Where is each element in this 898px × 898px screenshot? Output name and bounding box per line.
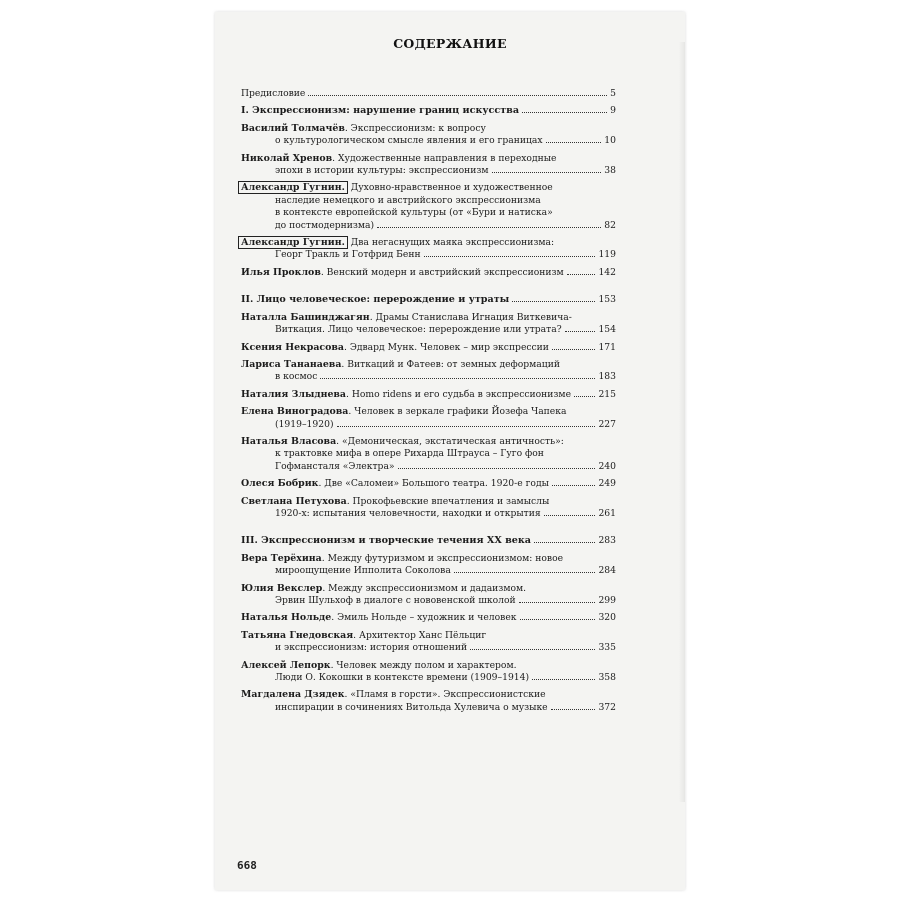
toc-entry <box>241 88 616 100</box>
toc-line <box>241 478 616 490</box>
toc-line <box>241 553 616 565</box>
section-title: II. Лицо человеческое: перерождение и утраты <box>241 294 510 306</box>
toc-line <box>241 312 616 324</box>
toc-entry <box>241 612 616 624</box>
entry-title: Эрвин Шульхоф в диалоге с нововенской школой <box>275 595 516 606</box>
entry-title: . Экспрессионизм: к вопросу <box>344 122 486 134</box>
toc-line <box>241 702 616 714</box>
entry-title: инспирации в сочинениях Витольда Хулевича о музыке <box>275 701 548 713</box>
toc-entry <box>241 496 616 521</box>
toc-line <box>241 371 616 383</box>
toc-line <box>241 237 616 249</box>
book-page <box>215 12 685 890</box>
author-name: Олеся Бобрик <box>241 478 319 490</box>
page-ref: 261 <box>598 507 616 519</box>
dot-leader <box>519 602 596 603</box>
toc-entry <box>241 630 616 655</box>
author-name: Алексей Лепорк <box>241 659 331 671</box>
dot-leader <box>551 709 596 710</box>
dot-leader <box>522 112 607 113</box>
entry-title: . Эмиль Нольде – художник и человек <box>331 612 517 624</box>
page-ref: 82 <box>604 219 616 231</box>
entry-title: . Между футуризмом и экспрессионизмом: новое <box>321 552 564 564</box>
entry-title: о культурологическом смысле явления и его границах <box>275 135 543 147</box>
toc-section-heading <box>241 535 616 547</box>
toc-entry <box>241 553 616 578</box>
page-ref: 240 <box>598 460 616 472</box>
entry-title: в контексте европейской культуры (от «Бури и натиска» <box>275 207 553 219</box>
toc-line <box>241 267 616 279</box>
entry-title: . Человек между полом и характером. <box>330 659 517 671</box>
page-ref: 284 <box>598 565 616 577</box>
toc-line <box>241 359 616 371</box>
toc-line <box>241 595 616 607</box>
toc-entry <box>241 478 616 490</box>
page-ref: 154 <box>598 324 616 336</box>
toc-line <box>241 153 616 165</box>
page-edge-shadow <box>679 42 685 802</box>
toc-line <box>241 207 616 219</box>
page-ref: 171 <box>598 341 616 353</box>
toc-line <box>241 642 616 654</box>
author-name: Наталла Башинджагян <box>241 311 370 323</box>
author-name: Вера Терёхина <box>241 552 322 564</box>
toc-line <box>241 324 616 336</box>
page-ref: 38 <box>604 165 616 177</box>
toc-entry <box>241 389 616 401</box>
dot-leader <box>320 378 595 379</box>
entry-title: . Архитектор Ханс Пёльциг <box>353 629 487 641</box>
toc-line <box>241 220 616 232</box>
page-title: СОДЕРЖАНИЕ <box>393 36 507 51</box>
page-ref: 183 <box>598 371 616 383</box>
author-name: Елена Виноградова <box>241 406 349 418</box>
toc-line <box>241 105 616 117</box>
author-name: Лариса Тананаева <box>241 358 342 370</box>
entry-title: в космос <box>275 371 318 383</box>
page-ref: 358 <box>598 672 616 684</box>
toc-line <box>241 583 616 595</box>
toc-entry <box>241 689 616 714</box>
dot-leader <box>470 649 595 650</box>
page-ref: 10 <box>604 135 616 147</box>
toc-line <box>241 461 616 473</box>
toc-line <box>241 612 616 624</box>
author-name: Наталья Власова <box>241 435 337 447</box>
page-ref: 215 <box>598 388 616 400</box>
dot-leader <box>454 572 596 573</box>
toc-entry <box>241 182 616 232</box>
page-ref: 119 <box>598 249 616 261</box>
toc-line <box>241 342 616 354</box>
toc-line <box>241 508 616 520</box>
dot-leader <box>398 468 596 469</box>
entry-title: . Венский модерн и австрийский экспрессионизм <box>320 266 564 278</box>
toc-entry <box>241 406 616 431</box>
toc-entry <box>241 342 616 354</box>
toc-entry <box>241 237 616 262</box>
author-name: Илья Проклов <box>241 266 321 278</box>
toc-entry <box>241 436 616 473</box>
page-ref: 227 <box>598 418 616 430</box>
toc-line <box>241 535 616 547</box>
entry-title: . «Пламя в горсти». Экспрессионистские <box>344 689 546 701</box>
page-ref: 153 <box>598 294 616 306</box>
dot-leader <box>552 485 596 486</box>
entry-title: Виткация. Лицо человеческое: перерождение или утрата? <box>275 324 562 336</box>
toc-line <box>241 294 616 306</box>
entry-title: . Две «Саломеи» Большого театра. 1920-е годы <box>318 478 549 490</box>
page-ref: 142 <box>598 266 616 278</box>
table-of-contents <box>241 88 616 714</box>
dot-leader <box>565 331 596 332</box>
entry-title: . Между экспрессионизмом и дадаизмом. <box>322 582 527 594</box>
section-title: III. Экспрессионизм и творческие течения XX века <box>241 535 532 547</box>
author-name: Николай Хренов <box>241 152 333 164</box>
author-name: Светлана Петухова <box>241 495 347 507</box>
author-name: Александр Гугнин. <box>238 236 348 249</box>
author-name: Ксения Некрасова <box>241 341 344 353</box>
author-name: Александр Гугнин. <box>238 181 348 194</box>
entry-title: Гофмансталя «Электра» <box>275 460 395 472</box>
entry-title: . Эдвард Мунк. Человек – мир экспрессии <box>343 341 549 353</box>
dot-leader <box>512 301 595 302</box>
toc-entry <box>241 153 616 178</box>
dot-leader <box>532 679 595 680</box>
dot-leader <box>544 515 596 516</box>
page-number: 668 <box>237 859 257 872</box>
dot-leader <box>552 349 596 350</box>
entry-title: Два негаснущих маяка экспрессионизма: <box>347 237 555 249</box>
dot-leader <box>574 396 595 397</box>
dot-leader <box>308 95 607 96</box>
toc-entry <box>241 359 616 384</box>
toc-entry <box>241 267 616 279</box>
author-name: Юлия Векслер <box>241 582 323 594</box>
toc-entry <box>241 312 616 337</box>
entry-title: 1920-х: испытания человечности, находки и открытия <box>275 507 541 519</box>
author-name: Татьяна Гнедовская <box>241 629 354 641</box>
toc-line <box>241 689 616 701</box>
entry-title: . Виткаций и Фатеев: от земных деформаций <box>341 358 560 370</box>
page-ref: 9 <box>610 105 616 117</box>
entry-title: Георг Тракль и Готфрид Бенн <box>275 249 421 261</box>
toc-line <box>241 182 616 194</box>
dot-leader <box>424 256 596 257</box>
entry-title: . Человек в зеркале графики Йозефа Чапека <box>348 406 567 418</box>
toc-line <box>241 672 616 684</box>
toc-line <box>241 195 616 207</box>
toc-entry <box>241 123 616 148</box>
dot-leader <box>337 426 596 427</box>
toc-line <box>241 135 616 147</box>
toc-line <box>241 389 616 401</box>
page-ref: 335 <box>598 642 616 654</box>
author-name: Василий Толмачёв <box>241 122 345 134</box>
author-name: Наталия Злыднева <box>241 388 347 400</box>
toc-line <box>241 448 616 460</box>
toc-line <box>241 565 616 577</box>
dot-leader <box>534 542 595 543</box>
toc-line <box>241 496 616 508</box>
toc-line <box>241 419 616 431</box>
entry-title: . Homo ridens и его судьба в экспрессионизме <box>346 388 572 400</box>
toc-line <box>241 249 616 261</box>
entry-title: . Прокофьевские впечатления и замыслы <box>346 495 550 507</box>
toc-section-heading <box>241 105 616 117</box>
page-ref: 372 <box>598 701 616 713</box>
entry-title: мироощущение Ипполита Соколова <box>275 565 451 577</box>
entry-title: к трактовке мифа в опере Рихарда Штрауса – Гуго фон <box>275 448 544 460</box>
dot-leader <box>520 619 596 620</box>
toc-line <box>241 436 616 448</box>
entry-title: наследие немецкого и австрийского экспрессионизма <box>275 194 541 206</box>
dot-leader <box>567 274 596 275</box>
entry-title: Предисловие <box>241 88 306 99</box>
entry-title: и экспрессионизм: история отношений <box>275 642 468 654</box>
toc-line <box>241 660 616 672</box>
page-ref: 283 <box>598 535 616 547</box>
toc-line <box>241 88 616 100</box>
entry-title: эпохи в истории культуры: экспрессионизм <box>275 165 489 177</box>
toc-line <box>241 123 616 135</box>
entry-title: (1919–1920) <box>275 418 334 430</box>
entry-title: . Художественные направления в переходные <box>332 152 557 164</box>
dot-leader <box>492 172 602 173</box>
toc-section-heading <box>241 294 616 306</box>
dot-leader <box>546 142 602 143</box>
page-ref: 299 <box>598 595 616 606</box>
author-name: Магдалена Дзядек <box>241 689 345 701</box>
toc-line <box>241 630 616 642</box>
dot-leader <box>377 227 601 228</box>
entry-title: Духовно-нравственное и художественное <box>347 182 553 194</box>
toc-line <box>241 406 616 418</box>
toc-entry <box>241 583 616 608</box>
toc-line <box>241 165 616 177</box>
entry-title: . Драмы Станислава Игнация Виткевича- <box>369 311 572 323</box>
page-ref: 249 <box>598 478 616 490</box>
entry-title: . «Демоническая, экстатическая античность»: <box>336 435 564 447</box>
entry-title: до постмодернизма) <box>275 219 375 231</box>
author-name: Наталья Нольде <box>241 612 332 624</box>
section-title: I. Экспрессионизм: нарушение границ искусства <box>241 105 520 117</box>
toc-entry <box>241 660 616 685</box>
page-ref: 320 <box>598 612 616 624</box>
entry-title: Люди О. Кокошки в контексте времени (1909–1914) <box>275 672 530 684</box>
page-ref: 5 <box>610 88 616 99</box>
